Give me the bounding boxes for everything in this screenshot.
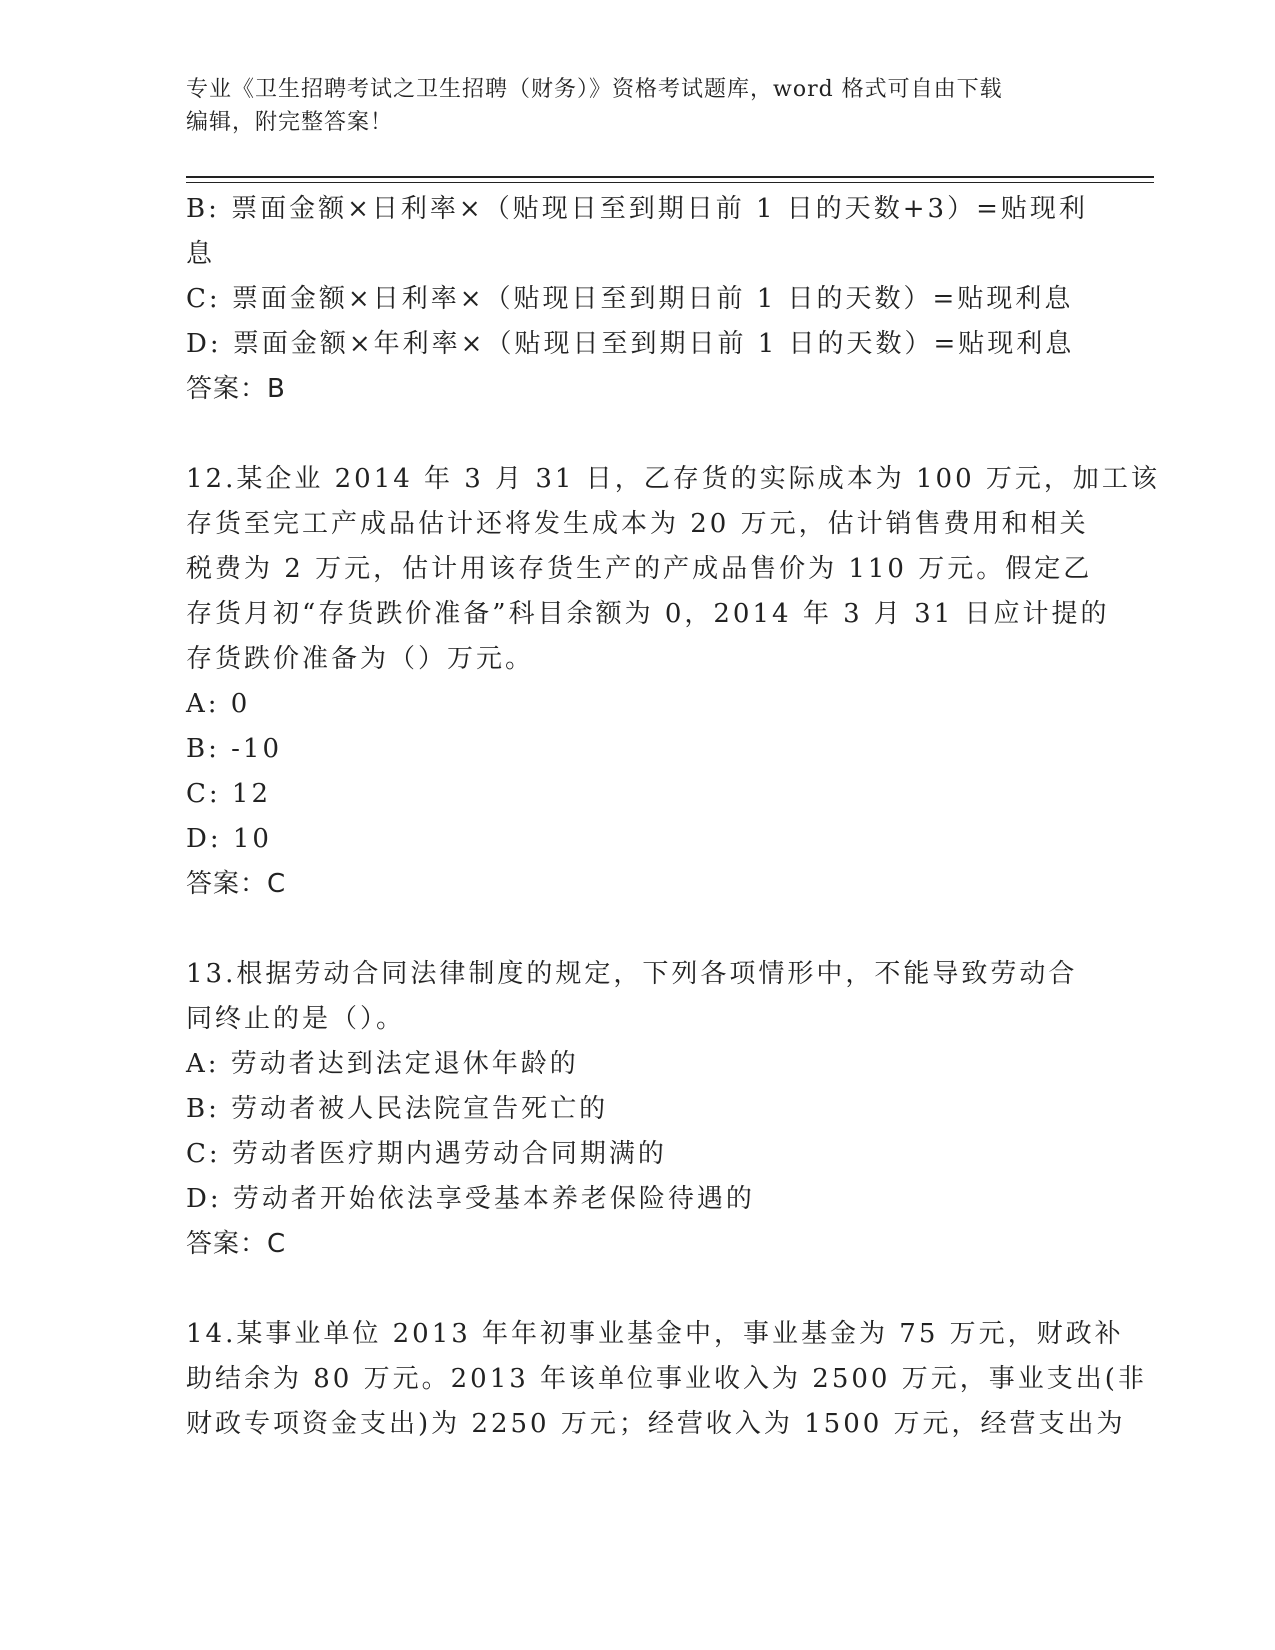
option-b: B: 劳动者被人民法院宣告死亡的 [186, 1094, 609, 1124]
option-c: C: 12 [186, 779, 272, 809]
option-a: A: 劳动者达到法定退休年龄的 [186, 1049, 579, 1079]
question-stem-line: 存货至完工产成品估计还将发生成本为 20 万元，估计销售费用和相关 [186, 509, 1089, 539]
header-divider-thick [186, 176, 1154, 178]
question-stem-line: 税费为 2 万元，估计用该存货生产的产成品售价为 110 万元。假定乙 [186, 554, 1093, 584]
question-stem-line: 12.某企业 2014 年 3 月 31 日，乙存货的实际成本为 100 万元，加工该 [186, 464, 1160, 494]
option-b-line-2: 息 [186, 239, 216, 269]
question-14 [186, 1312, 1147, 1447]
answer-line: 答案：B [186, 374, 286, 404]
spacer [186, 907, 1086, 952]
option-a: A: 0 [186, 689, 251, 719]
option-b-line-1: B: 票面金额×日利率×（贴现日至到期日前 1 日的天数+3）=贴现利 [186, 194, 1088, 224]
question-stem-line: 13.根据劳动合同法律制度的规定，下列各项情形中，不能导致劳动合 [186, 959, 1078, 989]
option-d: D: 10 [186, 824, 272, 854]
question-stem-line: 财政专项资金支出)为 2250 万元；经营收入为 1500 万元，经营支出为 [186, 1409, 1126, 1439]
answer-line: 答案：C [186, 869, 287, 899]
question-stem-line: 同终止的是（）。 [186, 1004, 406, 1034]
option-b: B: -10 [186, 734, 282, 764]
option-d: D: 票面金额×年利率×（贴现日至到期日前 1 日的天数）=贴现利息 [186, 329, 1075, 359]
document-header [186, 73, 1086, 139]
option-c: C: 劳动者医疗期内遇劳动合同期满的 [186, 1139, 667, 1169]
header-line-1: 专业《卫生招聘考试之卫生招聘（财务）》资格考试题库，word 格式可自由下载 [186, 77, 1003, 102]
question-stem-line: 14.某事业单位 2013 年年初事业基金中，事业基金为 75 万元，财政补 [186, 1319, 1124, 1349]
spacer [186, 412, 1086, 457]
question-stem-line: 助结余为 80 万元。2013 年该单位事业收入为 2500 万元，事业支出(非 [186, 1364, 1147, 1394]
option-c: C: 票面金额×日利率×（贴现日至到期日前 1 日的天数）=贴现利息 [186, 284, 1074, 314]
question-stem-line: 存货月初“存货跌价准备”科目余额为 0，2014 年 3 月 31 日应计提的 [186, 599, 1110, 629]
option-d: D: 劳动者开始依法享受基本养老保险待遇的 [186, 1184, 755, 1214]
question-stem-line: 存货跌价准备为（）万元。 [186, 644, 535, 674]
question-11-tail [186, 187, 1086, 412]
question-content [186, 187, 1160, 1447]
question-13 [186, 952, 1086, 1267]
header-line-2: 编辑，附完整答案！ [186, 110, 394, 135]
header-divider-thin [186, 182, 1154, 183]
question-12 [186, 457, 1160, 907]
answer-line: 答案：C [186, 1229, 287, 1259]
spacer [186, 1267, 1086, 1312]
